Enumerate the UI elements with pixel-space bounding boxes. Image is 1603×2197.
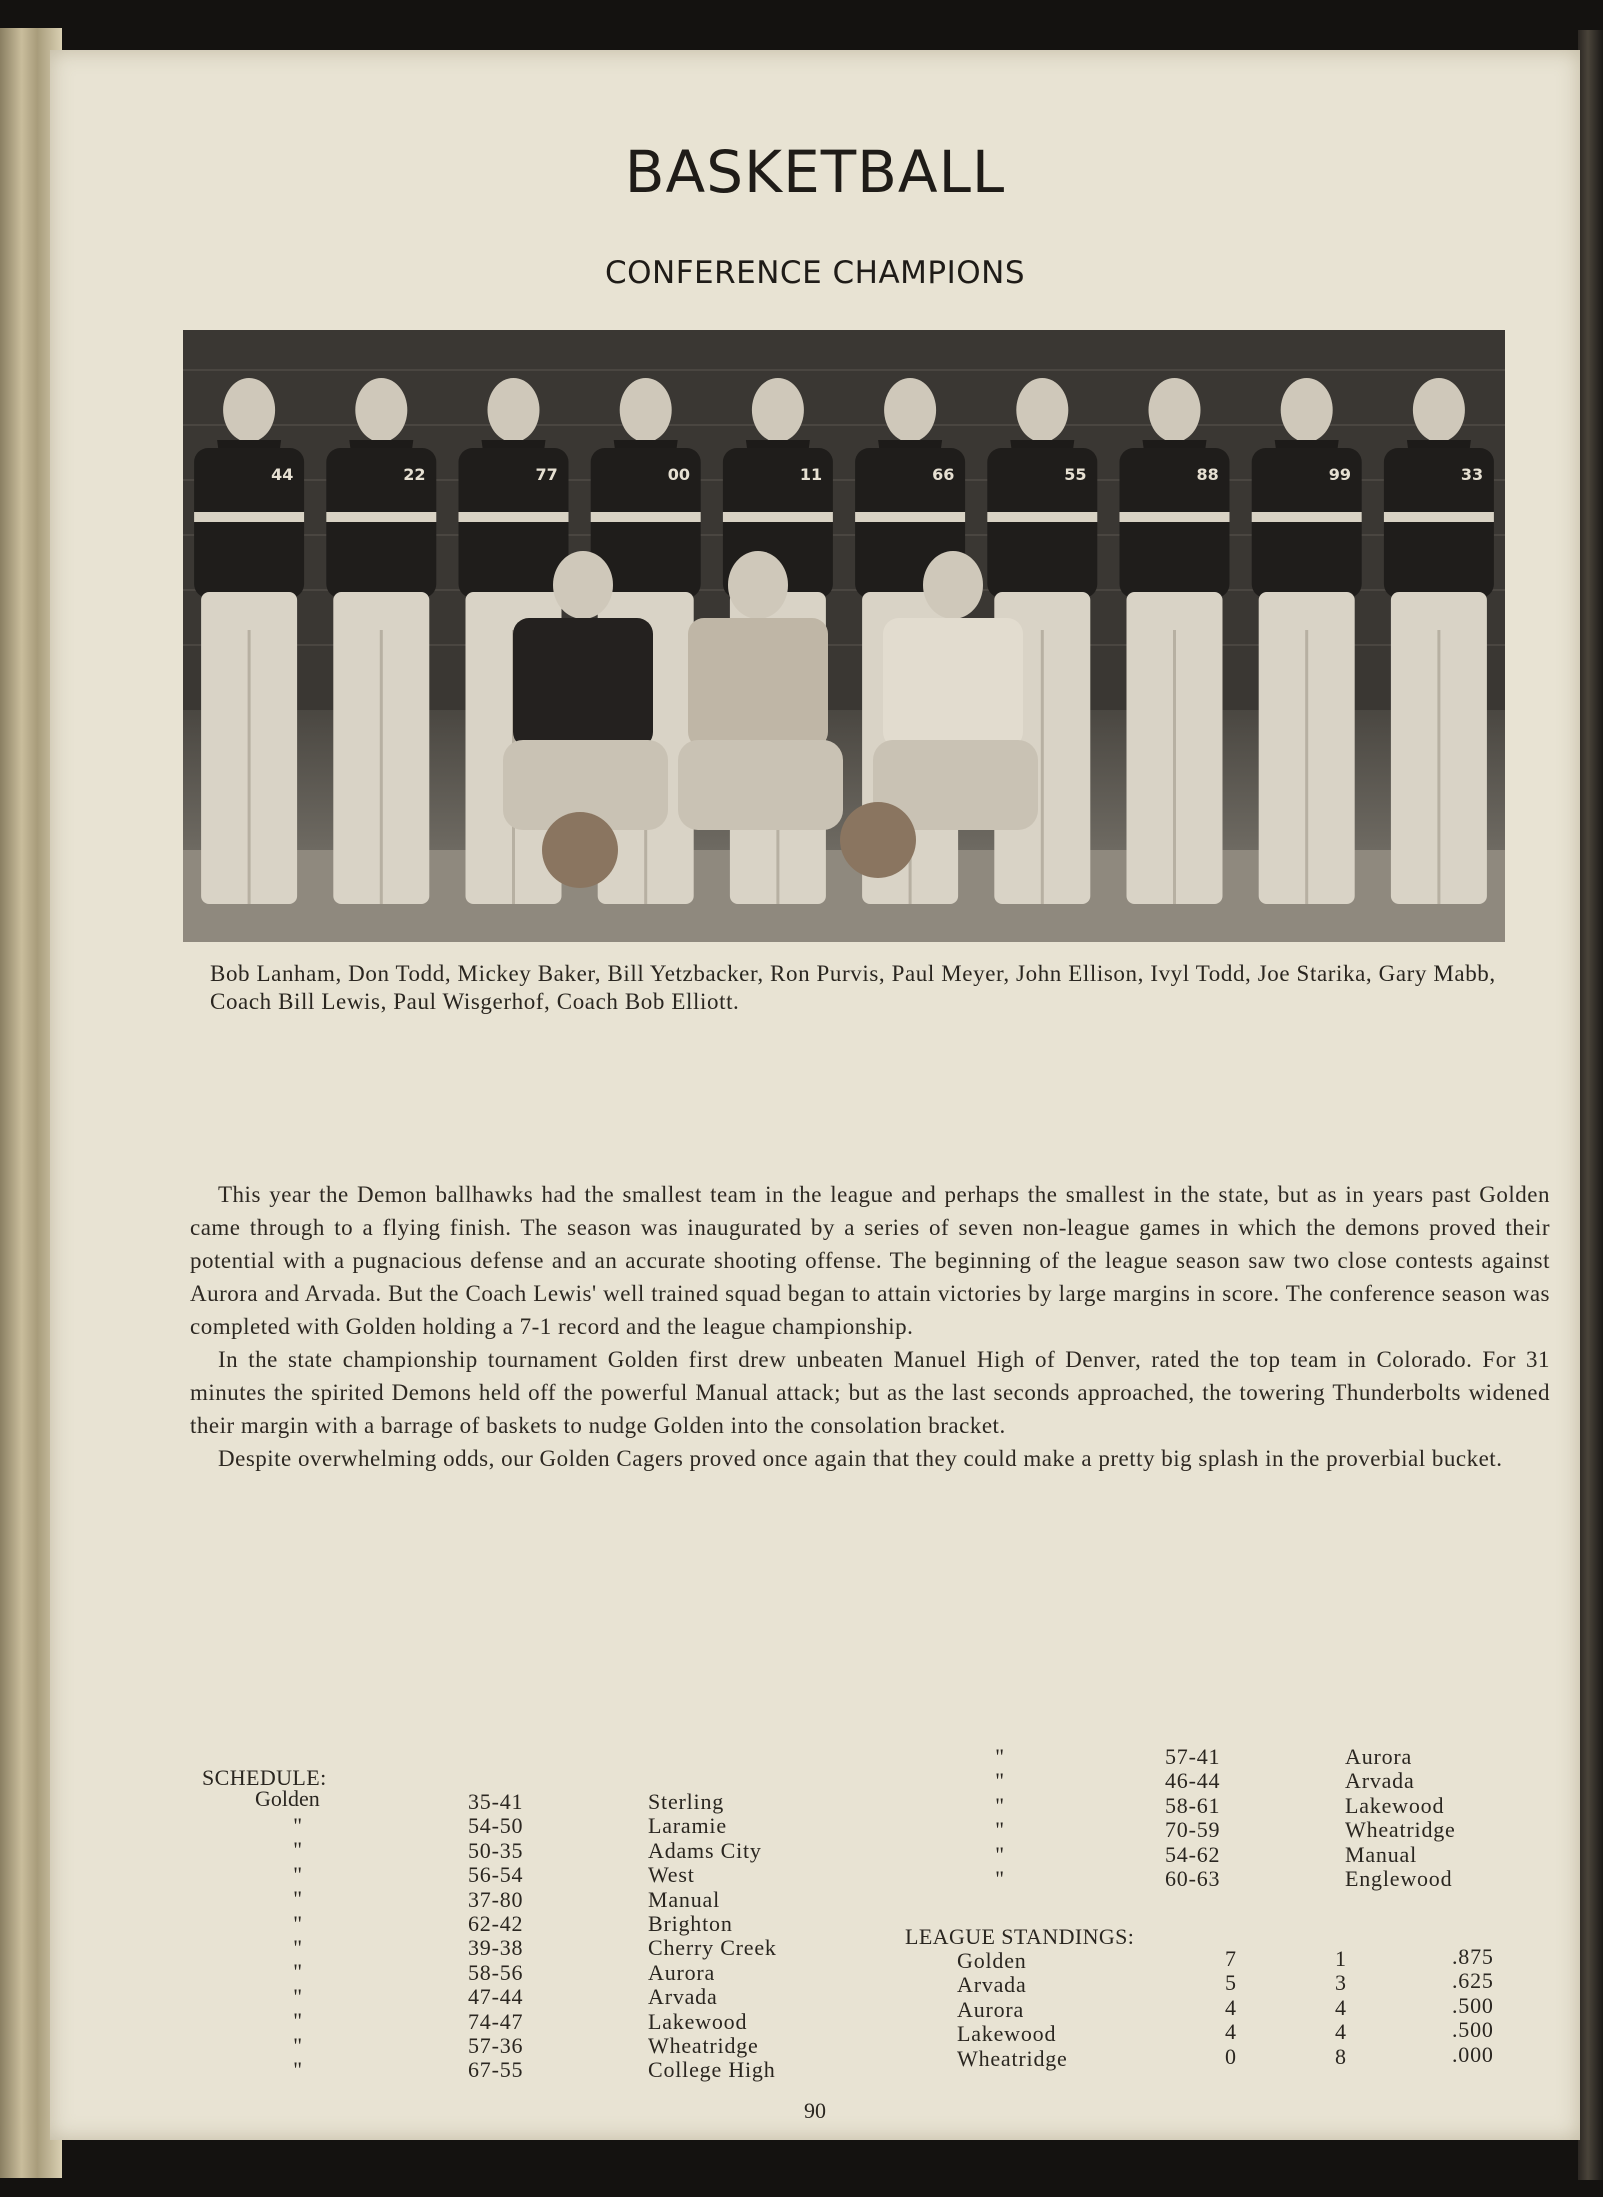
game-opponent: Sterling xyxy=(648,1789,725,1814)
standings-team: Lakewood xyxy=(957,2021,1057,2047)
game-opponent: Aurora xyxy=(648,1959,716,1985)
ditto-mark: " xyxy=(995,1768,1005,1794)
game-opponent: College High xyxy=(648,2057,776,2083)
ditto-mark: " xyxy=(293,1934,303,1960)
schedule-ditto-column xyxy=(980,1745,1020,1891)
game-opponent: Laramie xyxy=(648,1813,727,1839)
game-opponent: Manual xyxy=(648,1886,721,1912)
ditto-mark: " xyxy=(995,1744,1005,1769)
schedule-ditto-column xyxy=(278,1814,318,2082)
standings-pct: .625 xyxy=(1452,1968,1494,1994)
schedule-title: SCHEDULE: xyxy=(202,1765,327,1790)
schedule-score-column xyxy=(468,1790,523,2083)
schedule-score-column xyxy=(1165,1745,1220,1891)
standings-team: Aurora xyxy=(957,1996,1025,2022)
page-edge-shadow xyxy=(1578,30,1603,2180)
game-opponent: Cherry Creek xyxy=(648,1935,777,1961)
ditto-mark: " xyxy=(293,1910,303,1936)
player-figure xyxy=(194,378,304,904)
page-number: 90 xyxy=(804,2098,826,2123)
game-score: 57-41 xyxy=(1165,1744,1221,1769)
article-paragraph: Despite overwhelming odds, our Golden Cagers proved once again that they could make a pretty big splash in the proverbial bucket. xyxy=(218,1446,1503,1471)
standings-lost: 8 xyxy=(1335,2043,1347,2069)
game-opponent: Arvada xyxy=(648,1984,718,2010)
player-figure xyxy=(326,378,436,904)
standings-pct-column xyxy=(1452,1945,1494,2067)
jersey-number: 22 xyxy=(403,465,426,484)
ditto-mark: " xyxy=(293,2032,303,2058)
ditto-mark: " xyxy=(995,1792,1005,1818)
basketball xyxy=(840,802,916,878)
player-figure xyxy=(1384,378,1494,904)
jersey-number: 66 xyxy=(932,465,955,484)
game-opponent: Wheatridge xyxy=(648,2032,759,2058)
standings-pct: .000 xyxy=(1452,2041,1494,2067)
game-score: 58-61 xyxy=(1165,1792,1221,1818)
game-opponent: Wheatridge xyxy=(1345,1817,1456,1843)
ditto-mark: " xyxy=(293,1983,303,2009)
player-figure xyxy=(1252,378,1362,904)
standings-pct: .875 xyxy=(1452,1944,1494,1969)
game-score: 57-36 xyxy=(468,2032,524,2058)
jersey-number: 55 xyxy=(1064,465,1087,484)
page-title: BASKETBALL xyxy=(624,138,1006,206)
game-score: 60-63 xyxy=(1165,1865,1221,1891)
game-opponent: Adams City xyxy=(648,1837,762,1863)
game-opponent: Arvada xyxy=(1345,1768,1415,1794)
jersey-number: 00 xyxy=(667,465,690,484)
game-score: 62-42 xyxy=(468,1910,524,1936)
ditto-mark: " xyxy=(293,2056,303,2082)
ditto-mark: " xyxy=(293,1861,303,1887)
player-figure xyxy=(1120,378,1230,904)
standings-team: Wheatridge xyxy=(957,2045,1068,2071)
team-photo-illustration xyxy=(183,330,1505,942)
game-score: 54-50 xyxy=(468,1813,524,1839)
ditto-mark: " xyxy=(293,1813,303,1838)
game-score: 54-62 xyxy=(1165,1841,1221,1867)
article-paragraph: This year the Demon ballhawks had the smallest team in the league and perhaps the smallest in the state, but as in years past Golden came through to a flying finish. The season was inaugurated by a series of seven non-league games in which the demons proved their potential with a pugnacious defense and an accurate shooting offense. The beginning of the league season saw two close contests against Aurora and Arvada. But the Coach Lewis' well trained squad began to attain victories by large margins in score. The conference season was completed with Golden holding a 7-1 record and the league championship. xyxy=(190,1182,1550,1339)
standings-lost: 3 xyxy=(1335,1970,1347,1996)
jersey-number: 11 xyxy=(799,465,823,484)
game-opponent: Manual xyxy=(1345,1841,1418,1867)
game-opponent: Brighton xyxy=(648,1910,733,1936)
page-subtitle: CONFERENCE CHAMPIONS xyxy=(604,255,1026,291)
schedule-opponent-column xyxy=(648,1790,777,2083)
game-score: 56-54 xyxy=(468,1862,524,1888)
standings-lost: 4 xyxy=(1335,2019,1347,2045)
article-paragraph: In the state championship tournament Golden first drew unbeaten Manuel High of Denver, rated the top team in Colorado. For 31 minutes the spirited Demons held off the powerful Manual attack; but as the last seconds approached, the towering Thunderbolts widened their margin with a barrage of baskets to nudge Golden into the consolation bracket. xyxy=(190,1347,1550,1438)
jersey-number: 33 xyxy=(1460,465,1484,484)
standings-team: Arvada xyxy=(957,1972,1027,1998)
game-score: 35-41 xyxy=(468,1789,524,1814)
game-score: 50-35 xyxy=(468,1837,524,1863)
standings-lost-column xyxy=(1335,1947,1347,2069)
jersey-number: 99 xyxy=(1328,465,1351,484)
photo-caption: Bob Lanham, Don Todd, Mickey Baker, Bill Yetzbacker, Ron Purvis, Paul Meyer, John Ellison, Ivyl Todd, Joe Starika, Gary Mabb, Coach Bill Lewis, Paul Wisgerhof, Coach Bob Elliott. xyxy=(210,961,1496,1014)
game-score: 58-56 xyxy=(468,1959,524,1985)
league-standings-title: LEAGUE STANDINGS: xyxy=(905,1924,1135,1949)
standings-won: 4 xyxy=(1225,1994,1237,2020)
standings-lost: 1 xyxy=(1335,1946,1347,1971)
game-opponent: Aurora xyxy=(1345,1744,1413,1769)
ditto-mark: " xyxy=(293,2008,303,2034)
basketball xyxy=(542,812,618,888)
game-score: 47-44 xyxy=(468,1984,524,2010)
game-score: 74-47 xyxy=(468,2008,524,2034)
standings-pct: .500 xyxy=(1452,1992,1494,2018)
game-opponent: West xyxy=(648,1862,695,1888)
game-opponent: Englewood xyxy=(1345,1865,1453,1891)
standings-team-column xyxy=(957,1949,1068,2071)
team-photo xyxy=(183,330,1505,942)
ditto-mark: " xyxy=(293,1886,303,1912)
game-score: 39-38 xyxy=(468,1935,524,1961)
jersey-number: 44 xyxy=(271,465,294,484)
game-score: 70-59 xyxy=(1165,1817,1221,1843)
jersey-number: 77 xyxy=(535,465,558,484)
game-score: 67-55 xyxy=(468,2057,524,2083)
game-score: 37-80 xyxy=(468,1886,524,1912)
standings-pct: .500 xyxy=(1452,2017,1494,2043)
ditto-mark: " xyxy=(293,1959,303,1985)
standings-won: 5 xyxy=(1225,1970,1237,1996)
article-text xyxy=(190,1178,1550,1475)
game-opponent: Lakewood xyxy=(1345,1792,1445,1818)
standings-won: 0 xyxy=(1225,2043,1237,2069)
yearbook-page xyxy=(50,50,1580,2140)
ditto-mark: " xyxy=(995,1865,1005,1891)
standings-won-column xyxy=(1225,1947,1237,2069)
ditto-mark: " xyxy=(293,1837,303,1863)
game-opponent: Lakewood xyxy=(648,2008,748,2034)
schedule-team: Golden xyxy=(255,1786,320,1811)
game-score: 46-44 xyxy=(1165,1768,1221,1794)
standings-lost: 4 xyxy=(1335,1994,1347,2020)
standings-won: 7 xyxy=(1225,1946,1237,1971)
ditto-mark: " xyxy=(995,1841,1005,1867)
ditto-mark: " xyxy=(995,1817,1005,1843)
jersey-number: 88 xyxy=(1196,465,1219,484)
standings-team: Golden xyxy=(957,1948,1027,1973)
standings-won: 4 xyxy=(1225,2019,1237,2045)
schedule-opponent-column xyxy=(1345,1745,1456,1891)
